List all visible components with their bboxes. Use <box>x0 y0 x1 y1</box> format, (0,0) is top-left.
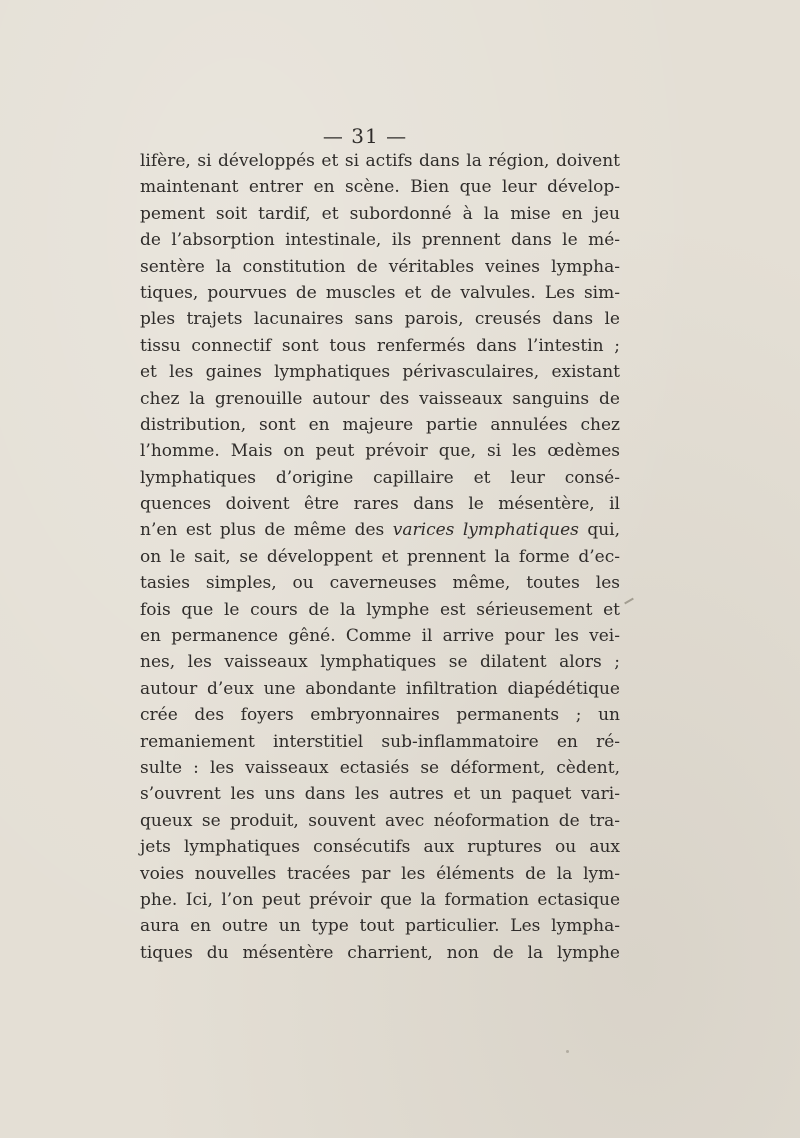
text-run: chez la grenouille autour des vaisseaux sanguins de <box>140 388 620 409</box>
text-line <box>140 412 620 438</box>
text-run: tasies simples, ou caverneuses même, toutes les <box>140 573 620 594</box>
text-line <box>140 887 620 913</box>
text-line <box>140 597 620 623</box>
text-line <box>140 438 620 464</box>
italic-term: varices lymphatiques <box>392 520 579 541</box>
text-line <box>140 570 620 596</box>
text-line <box>140 174 620 200</box>
text-run: fois que le cours de la lymphe est sérieusement et <box>140 599 620 620</box>
text-run: jets lymphatiques consécutifs aux ruptures ou aux <box>140 837 620 858</box>
text-line <box>140 834 620 860</box>
text-line <box>140 491 620 517</box>
text-run: sulte : les vaisseaux ectasiés se déforment, cèdent, <box>140 757 620 778</box>
body-text <box>140 148 620 966</box>
text-line <box>140 781 620 807</box>
text-run: aura en outre un type tout particulier. Les lympha- <box>140 916 620 937</box>
paper-mark <box>624 598 634 605</box>
text-run: tissu connectif sont tous renfermés dans l’intestin ; <box>140 335 620 356</box>
text-run: n’en est plus de même des <box>140 520 393 541</box>
text-run: nes, les vaisseaux lymphatiques se dilatent alors ; <box>140 652 620 673</box>
text-line <box>140 465 620 491</box>
text-run: sentère la constitution de véritables veines lympha- <box>140 256 620 277</box>
text-run: distribution, sont en majeure partie annulées chez <box>140 414 620 435</box>
text-line <box>140 517 620 543</box>
text-line <box>140 333 620 359</box>
text-run: maintenant entrer en scène. Bien que leur dévelop- <box>140 177 620 198</box>
text-line <box>140 544 620 570</box>
text-line <box>140 702 620 728</box>
text-run: lymphatiques d’origine capillaire et leur consé- <box>140 467 620 488</box>
text-run: on le sait, se développent et prennent la forme d’ec- <box>140 546 620 567</box>
text-run: quences doivent être rares dans le mésentère, il <box>140 494 620 515</box>
page-number: — 31 — <box>322 124 408 148</box>
text-run: qui, <box>578 520 620 541</box>
text-line <box>140 359 620 385</box>
text-line <box>140 280 620 306</box>
text-line <box>140 913 620 939</box>
text-run: l’homme. Mais on peut prévoir que, si les œdèmes <box>140 441 620 462</box>
text-line <box>140 201 620 227</box>
text-line <box>140 386 620 412</box>
text-line <box>140 676 620 702</box>
text-run: remaniement interstitiel sub-inflammatoire en ré- <box>140 731 620 752</box>
text-run: tiques du mésentère charrient, non de la lymphe <box>140 942 620 963</box>
text-line <box>140 940 620 966</box>
text-run: queux se produit, souvent avec néoformation de tra- <box>140 810 620 831</box>
text-line <box>140 623 620 649</box>
text-run: ples trajets lacunaires sans parois, creusés dans le <box>140 309 620 330</box>
text-run: crée des foyers embryonnaires permanents ; un <box>140 705 620 726</box>
text-run: pement soit tardif, et subordonné à la mise en jeu <box>140 203 620 224</box>
text-line <box>140 649 620 675</box>
text-run: voies nouvelles tracées par les éléments de la lym- <box>140 863 620 884</box>
text-line <box>140 755 620 781</box>
text-line <box>140 148 620 174</box>
text-run: et les gaines lymphatiques périvasculaires, existant <box>140 362 620 383</box>
text-run: phe. Ici, l’on peut prévoir que la formation ectasique <box>140 889 620 910</box>
text-line <box>140 306 620 332</box>
text-run: de l’absorption intestinale, ils prennent dans le mé- <box>140 230 620 251</box>
text-run: s’ouvrent les uns dans les autres et un paquet vari- <box>140 784 620 805</box>
text-line <box>140 861 620 887</box>
text-run: autour d’eux une abondante infiltration diapédétique <box>140 678 620 699</box>
text-line <box>140 808 620 834</box>
text-line <box>140 227 620 253</box>
paper-spot <box>566 1050 569 1053</box>
text-run: en permanence gêné. Comme il arrive pour les vei- <box>140 626 620 647</box>
text-run: lifère, si développés et si actifs dans la région, doivent <box>140 151 620 171</box>
text-run: tiques, pourvues de muscles et de valvules. Les sim- <box>140 282 620 303</box>
text-line <box>140 254 620 280</box>
text-line <box>140 729 620 755</box>
